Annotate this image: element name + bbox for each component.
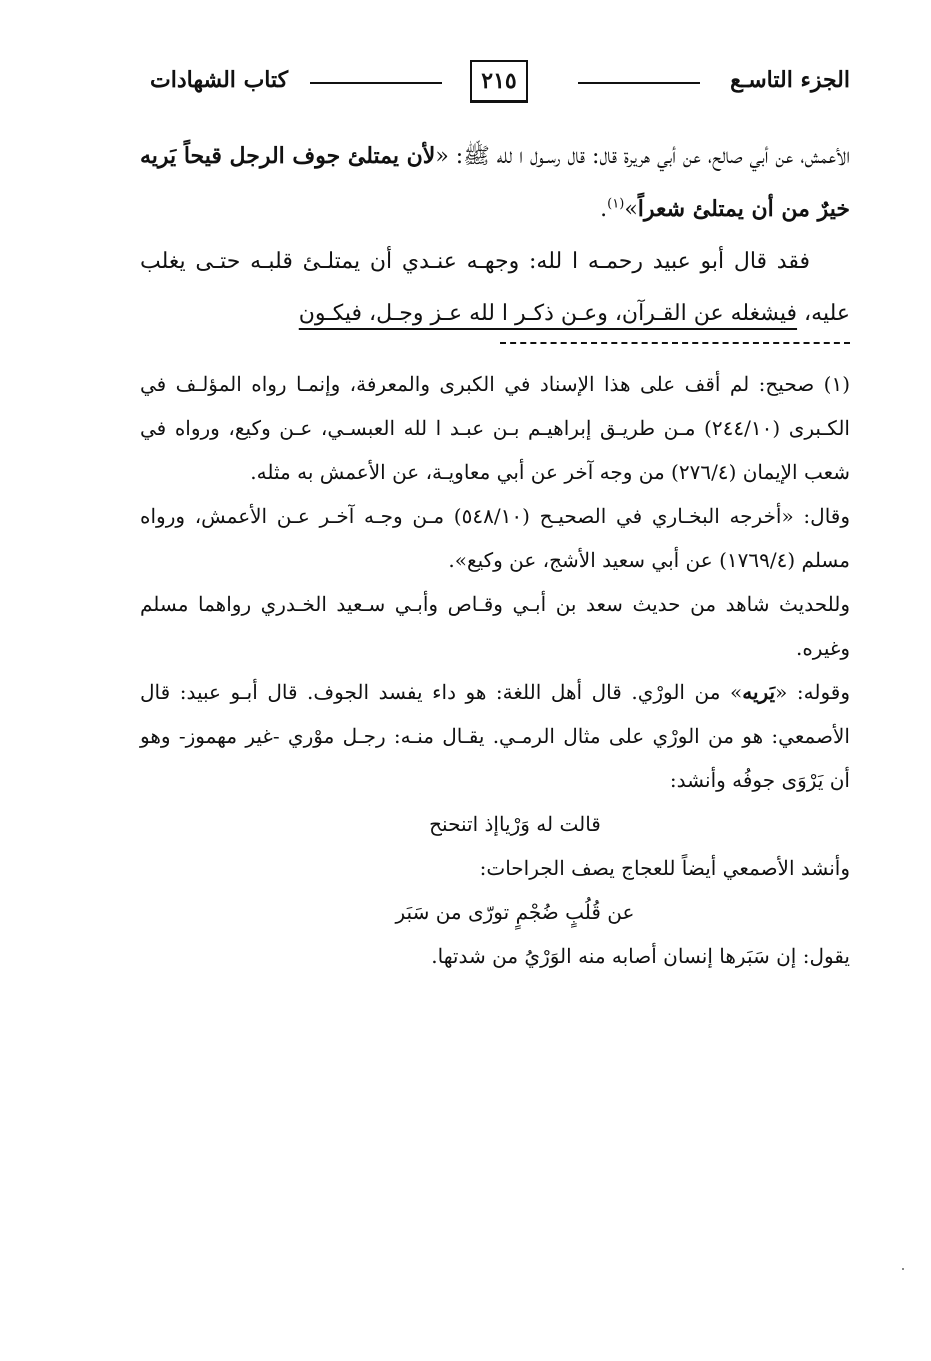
book-page bbox=[140, 60, 850, 978]
footnote-5: وأنشد الأصمعي أيضاً للعجاج يصف الجراحات: bbox=[479, 856, 850, 880]
footnote-4-term: يَريه bbox=[742, 680, 776, 704]
footnote-3: وللحديث شاهد من حديث سعد بن أبـي وقـاص وأبـي سـعيد الخـدري رواهما مسلم وغيره. bbox=[140, 592, 850, 660]
footnote-4 bbox=[140, 670, 850, 802]
commentary-underlined: فيشغله عن القـرآن، وعـن ذكـر ا لله عـز وجـل، فيكـون bbox=[298, 301, 798, 326]
page-number: ٢١٥ bbox=[470, 60, 528, 103]
commentary-lead: فقد قال أبو عبيد رحمـه ا لله: وجهـه عنـدي أن يمتلـئ قلبـه حتـى يغلب عليه، bbox=[140, 249, 850, 326]
footnote-1 bbox=[140, 362, 850, 494]
hadith-text: لأن يمتلئ جوف الرجل قيحاً يَريه خيرٌ من أن يمتلئ شعراً bbox=[140, 143, 850, 222]
footnote-6: يقول: إن سَبَرها إنسان أصابه منه الوَرْيُ من شدتها. bbox=[431, 944, 850, 968]
scan-speck bbox=[902, 1268, 904, 1270]
footnotes bbox=[140, 362, 850, 978]
page-header bbox=[140, 60, 850, 108]
commentary-paragraph bbox=[140, 236, 850, 340]
hadith-paragraph bbox=[140, 130, 850, 236]
main-text bbox=[140, 130, 850, 340]
header-rule-right bbox=[578, 82, 700, 84]
footnote-1-text: صحيح: لم أقف على هذا الإسناد في الكبرى والمعرفة، وإنمـا رواه المؤلـف في الكـبرى (٢٤٤/١٠) مـن طريـق إبراهيـم بـن عبـد ا لله العبسـي، عـن وكيع، ورواه في شعب الإيمان (٢٧٦/٤) من وجه آخر عن أبي معاويـة، عن الأعمش به مثله. bbox=[140, 372, 850, 484]
hadith-chain: الأعمش، عن أبي صالح، عن أبي هريرة قال: قال رسـول ا لله ﷺ: « bbox=[435, 144, 850, 169]
sentence-end: . bbox=[600, 197, 608, 222]
footnote-4-lead: وقوله: « bbox=[775, 680, 850, 704]
footnote-4-rest: » من الورْي. قال أهل اللغة: هو داء يفسد الجوف. قال أبـو عبيد: قال الأصمعي: هو من الورْي على مثال الرمـي. يقـال منـه: رجـل موْري -غير مهموز- وهو أن يَرْوَى جوفُه وأنشد: bbox=[140, 680, 850, 792]
verse-2: عن قُلُبٍ ضُجْمٍ تورّى من سَبَر bbox=[395, 900, 635, 924]
book-title: كتاب الشهادات bbox=[150, 67, 289, 93]
footnote-2: وقال: «أخرجه البخـاري في الصحيـح (٥٤٨/١٠) مـن وجـه آخـر عـن الأعمش، ورواه مسلم (١٧٦٩/٤) عن أبي سعيد الأشج، عن وكيع». bbox=[140, 504, 851, 572]
volume-title: الجزء التاسـع bbox=[730, 67, 850, 93]
footnote-marker: (١) bbox=[823, 372, 850, 396]
quote-close: » bbox=[624, 197, 638, 222]
header-rule-left bbox=[310, 82, 442, 84]
verse-1: قالت له وَرْياإذ اتنحنح bbox=[429, 812, 601, 836]
footnote-ref: (١) bbox=[607, 196, 625, 212]
footnote-separator bbox=[500, 342, 850, 344]
